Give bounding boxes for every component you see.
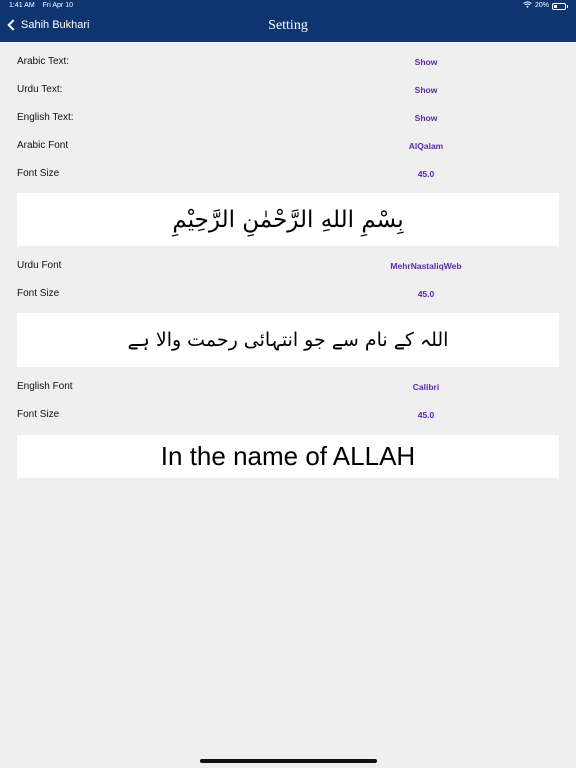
english-font-size-selector[interactable]: 45.0	[417, 410, 435, 420]
setting-row-english-font	[0, 373, 576, 401]
status-bar	[0, 0, 576, 12]
arabic-font-selector[interactable]: AlQalam	[408, 141, 444, 151]
arabic-preview: بِسْمِ اللهِ الرَّحْمٰنِ الرَّحِيْمِ	[17, 193, 559, 246]
status-left	[9, 0, 73, 12]
status-date: Fri Apr 10	[42, 2, 73, 9]
english-preview: In the name of ALLAH	[17, 435, 559, 478]
setting-label: Font Size	[17, 168, 60, 179]
setting-label: Font Size	[17, 409, 60, 420]
setting-row-urdu-font	[0, 252, 576, 280]
back-button-label: Sahih Bukhari	[21, 19, 90, 31]
status-right	[523, 0, 566, 12]
urdu-preview: اللہ کے نام سے جو انتہائی رحمت والا ہے	[17, 313, 559, 367]
setting-label: English Text:	[17, 112, 74, 123]
urdu-font-size-selector[interactable]: 45.0	[417, 289, 435, 299]
setting-label: English Font	[17, 381, 73, 392]
setting-row-english-text	[0, 104, 576, 132]
home-indicator[interactable]	[200, 759, 377, 763]
english-text-toggle[interactable]: Show	[414, 113, 438, 123]
setting-label: Arabic Text:	[17, 56, 70, 67]
page-title: Setting	[268, 18, 308, 33]
setting-row-urdu-text	[0, 76, 576, 104]
urdu-font-selector[interactable]: MehrNastaliqWeb	[390, 261, 462, 271]
setting-row-arabic-text	[0, 48, 576, 76]
urdu-text-toggle[interactable]: Show	[414, 85, 438, 95]
battery-percent: 20%	[534, 2, 549, 9]
setting-label: Arabic Font	[17, 140, 69, 151]
setting-label: Urdu Text:	[17, 84, 63, 95]
setting-row-english-font-size	[0, 401, 576, 429]
wifi-icon	[523, 0, 532, 12]
setting-row-urdu-font-size	[0, 280, 576, 308]
setting-row-arabic-font-size	[0, 160, 576, 188]
setting-row-arabic-font	[0, 132, 576, 160]
arabic-text-toggle[interactable]: Show	[414, 57, 438, 67]
status-time: 1:41 AM	[9, 2, 35, 9]
arabic-font-size-selector[interactable]: 45.0	[417, 169, 435, 179]
setting-label: Urdu Font	[17, 260, 62, 271]
navigation-bar	[0, 12, 576, 42]
english-font-selector[interactable]: Calibri	[412, 382, 440, 392]
setting-label: Font Size	[17, 288, 60, 299]
battery-icon	[552, 3, 566, 10]
